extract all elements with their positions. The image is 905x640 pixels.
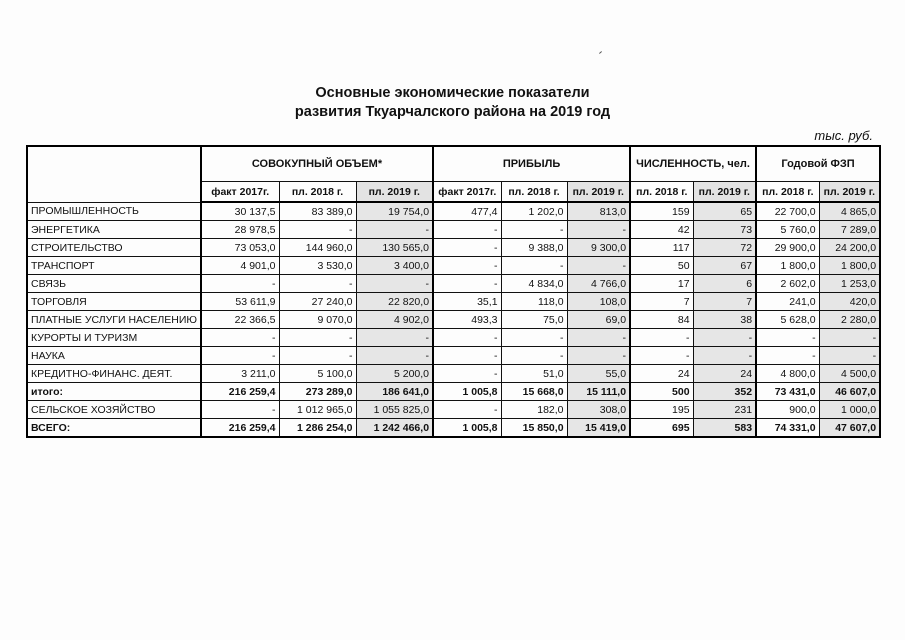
table-row bbox=[27, 311, 880, 329]
table-cell: 27 240,0 bbox=[279, 293, 356, 311]
subheader-cell: пл. 2018 г. bbox=[630, 182, 693, 203]
table-cell: 9 388,0 bbox=[501, 239, 567, 257]
table-cell: 19 754,0 bbox=[356, 202, 433, 221]
table-cell: - bbox=[433, 347, 501, 365]
table-cell: 50 bbox=[630, 257, 693, 275]
table-cell: 813,0 bbox=[567, 202, 630, 221]
table-cell: 17 bbox=[630, 275, 693, 293]
row-label: КРЕДИТНО-ФИНАНС. ДЕЯТ. bbox=[27, 365, 201, 383]
table-cell: - bbox=[693, 329, 756, 347]
table-cell: 159 bbox=[630, 202, 693, 221]
table-cell: - bbox=[567, 329, 630, 347]
table-row bbox=[27, 347, 880, 365]
table-cell: 9 300,0 bbox=[567, 239, 630, 257]
table-row bbox=[27, 202, 880, 221]
table-cell: 74 331,0 bbox=[756, 419, 819, 438]
table-cell: 15 850,0 bbox=[501, 419, 567, 438]
table-cell: 72 bbox=[693, 239, 756, 257]
table-cell: 53 611,9 bbox=[201, 293, 279, 311]
table-cell: 35,1 bbox=[433, 293, 501, 311]
table-cell: 24 200,0 bbox=[819, 239, 880, 257]
table-cell: 216 259,4 bbox=[201, 383, 279, 401]
row-label: КУРОРТЫ И ТУРИЗМ bbox=[27, 329, 201, 347]
table-cell: 28 978,5 bbox=[201, 221, 279, 239]
table-row bbox=[27, 401, 880, 419]
table-cell: - bbox=[819, 347, 880, 365]
table-cell: - bbox=[433, 221, 501, 239]
table-row bbox=[27, 419, 880, 438]
table-cell: 118,0 bbox=[501, 293, 567, 311]
table-cell: - bbox=[279, 221, 356, 239]
table-cell: - bbox=[201, 401, 279, 419]
table-cell: 273 289,0 bbox=[279, 383, 356, 401]
table-cell: - bbox=[279, 275, 356, 293]
table-cell: - bbox=[356, 329, 433, 347]
table-cell: 55,0 bbox=[567, 365, 630, 383]
row-label: ЭНЕРГЕТИКА bbox=[27, 221, 201, 239]
row-label: СТРОИТЕЛЬСТВО bbox=[27, 239, 201, 257]
table-cell: 73 431,0 bbox=[756, 383, 819, 401]
table-cell: 3 211,0 bbox=[201, 365, 279, 383]
table-cell: 9 070,0 bbox=[279, 311, 356, 329]
table-cell: 4 865,0 bbox=[819, 202, 880, 221]
table-row bbox=[27, 257, 880, 275]
table-cell: 15 111,0 bbox=[567, 383, 630, 401]
table-cell: 4 800,0 bbox=[756, 365, 819, 383]
table-cell: - bbox=[567, 347, 630, 365]
table-cell: 7 bbox=[630, 293, 693, 311]
row-label: НАУКА bbox=[27, 347, 201, 365]
group-header-profit: ПРИБЫЛЬ bbox=[433, 146, 630, 182]
table-cell: 15 419,0 bbox=[567, 419, 630, 438]
table-cell: - bbox=[356, 221, 433, 239]
subheader-cell: факт 2017г. bbox=[201, 182, 279, 203]
table-cell: 3 530,0 bbox=[279, 257, 356, 275]
table-cell: - bbox=[501, 329, 567, 347]
table-cell: 108,0 bbox=[567, 293, 630, 311]
table-cell: 216 259,4 bbox=[201, 419, 279, 438]
table-cell: - bbox=[630, 329, 693, 347]
table-cell: 38 bbox=[693, 311, 756, 329]
table-cell: - bbox=[279, 329, 356, 347]
table-row bbox=[27, 239, 880, 257]
table-cell: - bbox=[756, 329, 819, 347]
indicators-table bbox=[26, 145, 881, 438]
table-cell: 144 960,0 bbox=[279, 239, 356, 257]
table-row bbox=[27, 275, 880, 293]
table-cell: 7 bbox=[693, 293, 756, 311]
table-cell: - bbox=[567, 257, 630, 275]
table-cell: - bbox=[356, 347, 433, 365]
table-cell: 22 366,5 bbox=[201, 311, 279, 329]
table-cell: 22 820,0 bbox=[356, 293, 433, 311]
table-cell: - bbox=[501, 221, 567, 239]
table-cell: - bbox=[501, 257, 567, 275]
table-cell: 83 389,0 bbox=[279, 202, 356, 221]
table-cell: 477,4 bbox=[433, 202, 501, 221]
subheader-cell: пл. 2018 г. bbox=[756, 182, 819, 203]
table-cell: 5 628,0 bbox=[756, 311, 819, 329]
table-cell: 583 bbox=[693, 419, 756, 438]
table-cell: 1 286 254,0 bbox=[279, 419, 356, 438]
subheader-cell: факт 2017г. bbox=[433, 182, 501, 203]
table-cell: 186 641,0 bbox=[356, 383, 433, 401]
table-cell: 73 053,0 bbox=[201, 239, 279, 257]
table-cell: 7 289,0 bbox=[819, 221, 880, 239]
table-cell: 1 055 825,0 bbox=[356, 401, 433, 419]
table-cell: - bbox=[693, 347, 756, 365]
table-cell: - bbox=[630, 347, 693, 365]
table-row bbox=[27, 293, 880, 311]
table-body bbox=[27, 202, 880, 437]
row-label: ТРАНСПОРТ bbox=[27, 257, 201, 275]
table-cell: 695 bbox=[630, 419, 693, 438]
group-header-total-volume: СОВОКУПНЫЙ ОБЪЕМ* bbox=[201, 146, 433, 182]
table-cell: 500 bbox=[630, 383, 693, 401]
table-cell: 5 200,0 bbox=[356, 365, 433, 383]
currency-unit: тыс. руб. bbox=[814, 128, 873, 143]
subheader-cell: пл. 2018 г. bbox=[501, 182, 567, 203]
table-cell: 2 602,0 bbox=[756, 275, 819, 293]
subheader-cell: пл. 2019 г. bbox=[356, 182, 433, 203]
table-cell: 6 bbox=[693, 275, 756, 293]
table-cell: 1 202,0 bbox=[501, 202, 567, 221]
table-cell: 1 242 466,0 bbox=[356, 419, 433, 438]
table-cell: 1 800,0 bbox=[756, 257, 819, 275]
table-cell: 15 668,0 bbox=[501, 383, 567, 401]
table-cell: 1 253,0 bbox=[819, 275, 880, 293]
group-header-annual-wage-fund: Годовой ФЗП bbox=[756, 146, 880, 182]
table-cell: 493,3 bbox=[433, 311, 501, 329]
table-cell: 231 bbox=[693, 401, 756, 419]
table-cell: 2 280,0 bbox=[819, 311, 880, 329]
table-cell: 4 766,0 bbox=[567, 275, 630, 293]
table-cell: - bbox=[501, 347, 567, 365]
table-cell: - bbox=[756, 347, 819, 365]
table-cell: 1 012 965,0 bbox=[279, 401, 356, 419]
table-cell: 67 bbox=[693, 257, 756, 275]
table-cell: 51,0 bbox=[501, 365, 567, 383]
row-label: ПРОМЫШЛЕННОСТЬ bbox=[27, 202, 201, 221]
table-cell: 4 901,0 bbox=[201, 257, 279, 275]
table-cell: - bbox=[201, 347, 279, 365]
table-cell: 4 500,0 bbox=[819, 365, 880, 383]
subheader-cell: пл. 2019 г. bbox=[819, 182, 880, 203]
table-cell: - bbox=[433, 401, 501, 419]
table-cell: 29 900,0 bbox=[756, 239, 819, 257]
table-cell: 47 607,0 bbox=[819, 419, 880, 438]
title-line-1: Основные экономические показатели bbox=[315, 85, 590, 101]
table-cell: - bbox=[819, 329, 880, 347]
header-empty-cell bbox=[27, 146, 201, 202]
table-cell: 24 bbox=[693, 365, 756, 383]
table-cell: 352 bbox=[693, 383, 756, 401]
table-cell: 4 902,0 bbox=[356, 311, 433, 329]
table-cell: 420,0 bbox=[819, 293, 880, 311]
table-cell: 5 100,0 bbox=[279, 365, 356, 383]
table-cell: 75,0 bbox=[501, 311, 567, 329]
row-label: ПЛАТНЫЕ УСЛУГИ НАСЕЛЕНИЮ bbox=[27, 311, 201, 329]
table-cell: 900,0 bbox=[756, 401, 819, 419]
row-label: СЕЛЬСКОЕ ХОЗЯЙСТВО bbox=[27, 401, 201, 419]
table-cell: 24 bbox=[630, 365, 693, 383]
table-cell: - bbox=[356, 275, 433, 293]
table-cell: - bbox=[201, 275, 279, 293]
table-cell: 69,0 bbox=[567, 311, 630, 329]
table-row bbox=[27, 365, 880, 383]
row-label: итого: bbox=[27, 383, 201, 401]
table-cell: - bbox=[433, 257, 501, 275]
title-line-2: развития Ткуарчалского района на 2019 год bbox=[294, 104, 611, 120]
table-cell: 4 834,0 bbox=[501, 275, 567, 293]
row-label: СВЯЗЬ bbox=[27, 275, 201, 293]
table-cell: - bbox=[433, 275, 501, 293]
table-cell: - bbox=[433, 239, 501, 257]
row-label: ТОРГОВЛЯ bbox=[27, 293, 201, 311]
table-row bbox=[27, 383, 880, 401]
table-cell: - bbox=[279, 347, 356, 365]
subheader-cell: пл. 2018 г. bbox=[279, 182, 356, 203]
table-cell: 3 400,0 bbox=[356, 257, 433, 275]
table-row bbox=[27, 221, 880, 239]
table-cell: 1 005,8 bbox=[433, 383, 501, 401]
row-label: ВСЕГО: bbox=[27, 419, 201, 438]
subheader-cell: пл. 2019 г. bbox=[693, 182, 756, 203]
group-header-headcount: ЧИСЛЕННОСТЬ, чел. bbox=[630, 146, 756, 182]
table-cell: - bbox=[433, 365, 501, 383]
subheader-cell: пл. 2019 г. bbox=[567, 182, 630, 203]
table-cell: 308,0 bbox=[567, 401, 630, 419]
table-cell: 1 005,8 bbox=[433, 419, 501, 438]
table-cell: 117 bbox=[630, 239, 693, 257]
table-cell: 182,0 bbox=[501, 401, 567, 419]
table-cell: 30 137,5 bbox=[201, 202, 279, 221]
table-cell: 73 bbox=[693, 221, 756, 239]
table-cell: - bbox=[201, 329, 279, 347]
table-cell: 84 bbox=[630, 311, 693, 329]
table-cell: 241,0 bbox=[756, 293, 819, 311]
table-cell: 195 bbox=[630, 401, 693, 419]
table-cell: 5 760,0 bbox=[756, 221, 819, 239]
table-cell: 65 bbox=[693, 202, 756, 221]
table-cell: 42 bbox=[630, 221, 693, 239]
table-cell: 1 800,0 bbox=[819, 257, 880, 275]
table-row bbox=[27, 329, 880, 347]
pen-mark bbox=[599, 51, 602, 54]
table-cell: 46 607,0 bbox=[819, 383, 880, 401]
table-cell: - bbox=[567, 221, 630, 239]
table-cell: 130 565,0 bbox=[356, 239, 433, 257]
table-cell: 22 700,0 bbox=[756, 202, 819, 221]
table-cell: - bbox=[433, 329, 501, 347]
document-title bbox=[0, 84, 905, 122]
table-cell: 1 000,0 bbox=[819, 401, 880, 419]
